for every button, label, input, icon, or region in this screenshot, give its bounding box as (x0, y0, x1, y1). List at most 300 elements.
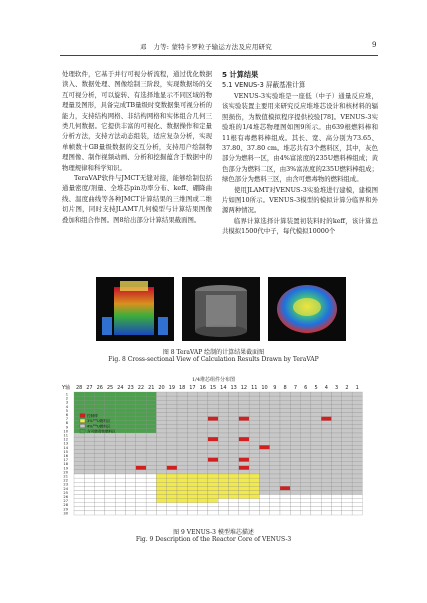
grid-cell (136, 474, 146, 478)
grid-cell (352, 449, 362, 453)
grid-cell (126, 462, 136, 466)
legend-swatch (80, 419, 85, 423)
grid-cell (146, 511, 156, 515)
grid-cell (270, 503, 280, 507)
grid-cell (167, 392, 177, 396)
grid-row-label: 28 (63, 503, 68, 508)
grid-cell (198, 478, 208, 482)
grid-cell (290, 396, 300, 400)
grid-cell (352, 437, 362, 441)
grid-cell (156, 429, 166, 433)
grid-cell (136, 392, 146, 396)
grid-cell (95, 404, 105, 408)
grid-cell (136, 490, 146, 494)
grid-cell (290, 474, 300, 478)
grid-cell (280, 392, 290, 396)
grid-cell (177, 396, 187, 400)
grid-column-label: 24 (117, 385, 124, 391)
grid-cell (321, 425, 331, 429)
grid-cell (146, 400, 156, 404)
grid-cell (156, 486, 166, 490)
grid-cell (167, 486, 177, 490)
grid-cell (301, 433, 311, 437)
grid-column-label: 28 (75, 385, 83, 391)
grid-cell (280, 396, 290, 400)
grid-cell (208, 392, 218, 396)
grid-cell (126, 441, 136, 445)
legend-label: 含可燃毒物燃料区 (87, 429, 116, 434)
grid-cell (280, 503, 290, 507)
grid-cell (146, 433, 156, 437)
grid-cell (126, 495, 136, 499)
grid-cell (280, 486, 290, 490)
grid-cell (156, 404, 166, 408)
grid-column-label: 19 (168, 385, 176, 391)
grid-cell (280, 404, 290, 408)
grid-cell (290, 441, 300, 445)
grid-cell (352, 486, 362, 490)
grid-cell (352, 417, 362, 421)
grid-cell (167, 507, 177, 511)
grid-cell (105, 503, 115, 507)
grid-cell (95, 449, 105, 453)
grid-cell (249, 421, 259, 425)
grid-cell (74, 482, 84, 486)
grid-cell (136, 495, 146, 499)
grid-cell (301, 462, 311, 466)
grid-cell (187, 466, 197, 470)
grid-cell (198, 503, 208, 507)
grid-cell (280, 511, 290, 515)
legend-swatch (80, 424, 85, 428)
grid-cell (198, 454, 208, 458)
fig8-image-3 (268, 277, 346, 341)
grid-cell (342, 507, 352, 511)
grid-cell (332, 507, 342, 511)
grid-cell (126, 470, 136, 474)
paragraph: 使用JLAMT对VENUS-3实验堆进行建模，建模图片如图10所示。VENUS-3模型的模拟计算分临界和外源两种情况。 (222, 185, 378, 215)
grid-cell (167, 400, 177, 404)
grid-cell (167, 503, 177, 507)
grid-cell (126, 454, 136, 458)
grid-cell (208, 474, 218, 478)
grid-cell (239, 437, 249, 441)
grid-cell (84, 400, 94, 404)
grid-cell (218, 499, 228, 503)
grid-cell (239, 470, 249, 474)
grid-cell (115, 466, 125, 470)
grid-cell (84, 433, 94, 437)
grid-cell (229, 466, 239, 470)
grid-cell (280, 425, 290, 429)
grid-cell (105, 413, 115, 417)
grid-cell (84, 490, 94, 494)
grid-cell (229, 511, 239, 515)
grid-cell (167, 470, 177, 474)
grid-cell (146, 413, 156, 417)
grid-cell (290, 462, 300, 466)
grid-cell (290, 499, 300, 503)
grid-cell (239, 466, 249, 470)
grid-cell (146, 421, 156, 425)
grid-cell (74, 449, 84, 453)
grid-cell (208, 462, 218, 466)
grid-cell (208, 499, 218, 503)
grid-cell (332, 417, 342, 421)
grid-cell (321, 482, 331, 486)
grid-cell (229, 429, 239, 433)
grid-row-label: 15 (63, 449, 68, 454)
grid-cell (105, 445, 115, 449)
grid-cell (167, 396, 177, 400)
grid-cell (280, 437, 290, 441)
grid-cell (332, 499, 342, 503)
grid-column-label: 23 (127, 385, 134, 391)
grid-cell (146, 449, 156, 453)
grid-cell (136, 507, 146, 511)
grid-cell (249, 425, 259, 429)
grid-cell (290, 417, 300, 421)
header-rule (60, 55, 378, 56)
grid-cell (311, 470, 321, 474)
grid-cell (198, 474, 208, 478)
grid-cell (352, 441, 362, 445)
grid-cell (332, 429, 342, 433)
grid-cell (218, 458, 228, 462)
grid-cell (74, 474, 84, 478)
grid-cell (290, 449, 300, 453)
figure-8-caption-en: Fig. 8 Cross-sectional View of Calculation Results Drawn by TeraVAP (108, 356, 319, 363)
grid-cell (229, 433, 239, 437)
grid-cell (342, 392, 352, 396)
grid-cell (177, 466, 187, 470)
grid-cell (332, 462, 342, 466)
grid-cell (301, 441, 311, 445)
grid-cell (249, 392, 259, 396)
grid-cell (146, 437, 156, 441)
grid-cell (218, 454, 228, 458)
grid-cell (321, 503, 331, 507)
grid-cell (332, 458, 342, 462)
grid-cell (177, 437, 187, 441)
grid-cell (270, 495, 280, 499)
grid-cell (352, 396, 362, 400)
grid-cell (342, 486, 352, 490)
grid-cell (249, 503, 259, 507)
grid-cell (301, 466, 311, 470)
grid-row-label: 8 (65, 421, 68, 426)
grid-cell (187, 458, 197, 462)
grid-cell (301, 478, 311, 482)
grid-cell (270, 511, 280, 515)
grid-cell (301, 421, 311, 425)
grid-cell (105, 408, 115, 412)
grid-cell (136, 458, 146, 462)
grid-cell (352, 425, 362, 429)
grid-cell (208, 404, 218, 408)
grid-row-label: 18 (63, 462, 68, 467)
grid-cell (249, 507, 259, 511)
grid-cell (156, 511, 166, 515)
grid-cell (249, 404, 259, 408)
grid-cell (249, 458, 259, 462)
grid-cell (280, 421, 290, 425)
grid-cell (218, 495, 228, 499)
grid-row-label: 2 (65, 396, 68, 401)
grid-cell (208, 466, 218, 470)
grid-cell (74, 445, 84, 449)
grid-cell (311, 404, 321, 408)
grid-cell (105, 474, 115, 478)
grid-cell (156, 462, 166, 466)
paragraph: TeraVAP软件与JMCT无缝对接，能够绘制包括通量密度/剂量、全堆芯pin功率分布、keff、硼降曲线、温度曲线等各种JMCT计算结果的三维图或二维切片图，同时支持JLAMT几何模型与计算结果图像叠加和组合作图。图8给出部分计算结果截面图。 (62, 174, 212, 224)
grid-cell (239, 511, 249, 515)
grid-cell (342, 478, 352, 482)
grid-cell (218, 421, 228, 425)
grid-cell (126, 392, 136, 396)
grid-cell (115, 445, 125, 449)
grid-cell (342, 404, 352, 408)
grid-cell (167, 445, 177, 449)
grid-cell (239, 499, 249, 503)
grid-cell (208, 449, 218, 453)
grid-cell (321, 421, 331, 425)
grid-cell (342, 425, 352, 429)
grid-cell (146, 408, 156, 412)
grid-cell (187, 462, 197, 466)
grid-cell (270, 404, 280, 408)
grid-cell (105, 470, 115, 474)
grid-cell (156, 454, 166, 458)
grid-cell (270, 458, 280, 462)
grid-cell (270, 499, 280, 503)
grid-cell (229, 449, 239, 453)
grid-cell (105, 478, 115, 482)
grid-cell (342, 511, 352, 515)
grid-cell (95, 511, 105, 515)
grid-cell (239, 408, 249, 412)
grid-cell (229, 490, 239, 494)
grid-cell (311, 507, 321, 511)
grid-cell (167, 408, 177, 412)
grid-cell (270, 478, 280, 482)
grid-cell (198, 417, 208, 421)
grid-row-label: 27 (63, 499, 68, 504)
grid-cell (208, 441, 218, 445)
grid-cell (187, 404, 197, 408)
grid-cell (187, 441, 197, 445)
grid-cell (321, 495, 331, 499)
grid-cell (270, 474, 280, 478)
grid-row-label: 24 (63, 486, 68, 491)
grid-cell (74, 454, 84, 458)
grid-cell (84, 392, 94, 396)
grid-cell (95, 441, 105, 445)
grid-cell (311, 495, 321, 499)
grid-cell (321, 392, 331, 396)
grid-cell (105, 499, 115, 503)
grid-cell (74, 466, 84, 470)
grid-cell (229, 413, 239, 417)
grid-cell (280, 400, 290, 404)
grid-cell (342, 482, 352, 486)
grid-cell (342, 445, 352, 449)
grid-cell (126, 425, 136, 429)
grid-cell (115, 429, 125, 433)
grid-cell (218, 400, 228, 404)
grid-cell (239, 404, 249, 408)
grid-cell (280, 449, 290, 453)
grid-cell (229, 454, 239, 458)
grid-cell (105, 490, 115, 494)
grid-cell (342, 495, 352, 499)
grid-cell (146, 478, 156, 482)
grid-cell (198, 433, 208, 437)
grid-cell (74, 458, 84, 462)
grid-cell (177, 449, 187, 453)
grid-cell (229, 458, 239, 462)
grid-cell (187, 445, 197, 449)
grid-cell (218, 392, 228, 396)
grid-cell (105, 462, 115, 466)
grid-cell (321, 445, 331, 449)
grid-cell (126, 404, 136, 408)
grid-cell (136, 503, 146, 507)
grid-cell (187, 490, 197, 494)
grid-cell (136, 408, 146, 412)
grid-cell (321, 474, 331, 478)
grid-cell (352, 392, 362, 396)
grid-cell (177, 441, 187, 445)
grid-cell (311, 413, 321, 417)
grid-cell (218, 474, 228, 478)
grid-cell (126, 511, 136, 515)
grid-cell (229, 417, 239, 421)
paragraph: 处理软件，它基于并行可视分析流程，通过优化数据读入、数据处理、图像绘制三阶段，实现数据场的交互可视分析，可以旋转、有选择地显示不同区域的物理量及图形，具备完成TB量级时变数据集可视分析的能力，支持结构网格、非结构网格和实体组合几何三类几何数据。它提供丰富的可视化、数据操作和定量分析方法，支持方法动态组装，适应复杂分析，实现单帧数十GB量级数据的交互分析，支持用户绘制物理图像、制作视频动画、分析和挖掘蕴含于数据中的物理规律和科学知识。 (62, 70, 212, 172)
grid-cell (311, 417, 321, 421)
grid-cell (332, 449, 342, 453)
grid-cell (332, 511, 342, 515)
grid-cell (146, 445, 156, 449)
grid-cell (259, 499, 269, 503)
grid-cell (332, 454, 342, 458)
grid-cell (198, 511, 208, 515)
grid-cell (321, 499, 331, 503)
grid-cell (352, 400, 362, 404)
grid-cell (156, 482, 166, 486)
grid-cell (208, 458, 218, 462)
grid-cell (239, 429, 249, 433)
grid-cell (74, 400, 84, 404)
grid-cell (156, 413, 166, 417)
grid-cell (208, 437, 218, 441)
legend-swatch (80, 414, 85, 418)
subsection-heading: 5.1 VENUS-3 屏蔽基准计算 (222, 81, 306, 89)
grid-cell (311, 408, 321, 412)
grid-cell (321, 441, 331, 445)
grid-cell (177, 470, 187, 474)
grid-cell (167, 449, 177, 453)
grid-cell (74, 478, 84, 482)
grid-cell (198, 482, 208, 486)
grid-cell (229, 392, 239, 396)
grid-cell (95, 458, 105, 462)
grid-cell (146, 466, 156, 470)
grid-cell (126, 466, 136, 470)
figure-9-caption-en: Fig. 9 Description of the Reactor Core of VENUS-3 (135, 536, 292, 543)
grid-cell (136, 478, 146, 482)
grid-cell (301, 454, 311, 458)
grid-cell (311, 396, 321, 400)
grid-cell (218, 396, 228, 400)
grid-column-label: 15 (209, 385, 217, 391)
grid-cell (187, 413, 197, 417)
grid-cell (311, 437, 321, 441)
grid-cell (105, 507, 115, 511)
grid-cell (239, 482, 249, 486)
grid-cell (177, 499, 187, 503)
grid-cell (115, 474, 125, 478)
grid-cell (332, 441, 342, 445)
grid-cell (229, 482, 239, 486)
grid-cell (280, 408, 290, 412)
grid-cell (198, 458, 208, 462)
grid-cell (74, 507, 84, 511)
grid-cell (311, 425, 321, 429)
grid-column-label: 20 (158, 385, 165, 391)
grid-cell (229, 495, 239, 499)
grid-cell (208, 454, 218, 458)
grid-cell (352, 454, 362, 458)
grid-column-label: 13 (230, 385, 237, 391)
grid-cell (342, 429, 352, 433)
grid-cell (321, 396, 331, 400)
grid-column-label: 17 (189, 385, 196, 391)
grid-cell (146, 458, 156, 462)
grid-cell (167, 417, 177, 421)
grid-cell (126, 482, 136, 486)
grid-cell (301, 445, 311, 449)
grid-cell (239, 449, 249, 453)
grid-cell (259, 486, 269, 490)
grid-cell (301, 417, 311, 421)
grid-cell (177, 417, 187, 421)
grid-cell (156, 495, 166, 499)
grid-cell (290, 454, 300, 458)
grid-cell (218, 413, 228, 417)
grid-cell (95, 470, 105, 474)
grid-cell (352, 478, 362, 482)
grid-cell (187, 408, 197, 412)
grid-column-label: 22 (137, 385, 145, 391)
grid-cell (332, 425, 342, 429)
grid-cell (352, 429, 362, 433)
grid-cell (177, 404, 187, 408)
grid-cell (208, 396, 218, 400)
grid-cell (259, 478, 269, 482)
grid-cell (218, 429, 228, 433)
grid-row-label: 19 (63, 466, 68, 471)
grid-cell (136, 499, 146, 503)
grid-cell (301, 437, 311, 441)
grid-cell (352, 474, 362, 478)
grid-cell (84, 507, 94, 511)
grid-cell (167, 429, 177, 433)
grid-cell (136, 400, 146, 404)
grid-cell (332, 437, 342, 441)
grid-cell (229, 408, 239, 412)
grid-cell (177, 474, 187, 478)
